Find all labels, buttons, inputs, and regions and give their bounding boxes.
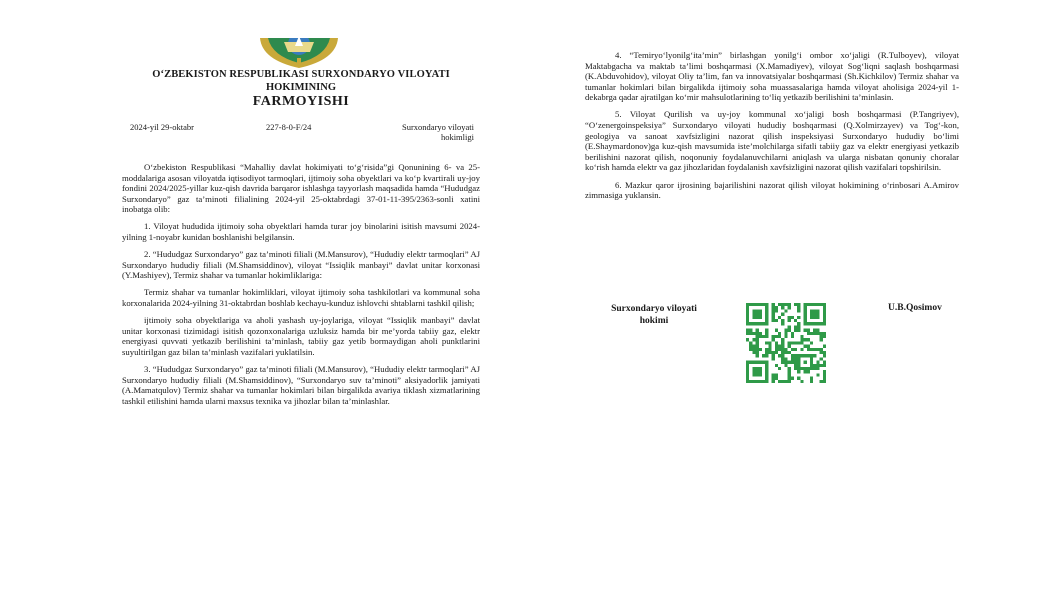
- clause-2-item-b: ijtimoiy soha obyektlariga va aholi yashash uy-joylariga, viloyat “Issiqlik manbayi” davlat unitar korxonasi tizimidagi isitish qozonxonalariga uzluksiz hamda bir me’yorda tabiiy gaz, elektr energiyasi quvvati yetkazib berilishini ta’minlash, tabiiy gaz yetib bormaydigan aholi punktlarini suyultirilgan gaz bilan ta’minlash vazifalari yuklatilsin.: [122, 315, 480, 357]
- clause-2-paragraph: 2. “Hududgaz Surxondaryo” gaz ta’minoti filiali (M.Mansurov), “Hududiy elektr tarmoqlari” AJ Surxondaryo hududiy filiali (M.Shamsiddinov), viloyat “Issiqlik manbayi” davlat unitar korxonasi (Y.Mashiyev), Termiz shahar va tumanlar hokimliklariga:: [122, 249, 480, 281]
- signatory-title: [598, 303, 710, 327]
- state-emblem-icon: [258, 38, 340, 68]
- issuer-line-1: Surxondaryo viloyati: [401, 122, 474, 132]
- document-date: 2024-yil 29-oktabr: [130, 122, 194, 132]
- clause-3-paragraph: 3. “Hududgaz Surxondaryo” gaz ta’minoti filiali (M.Mansurov), “Hududiy elektr tarmoqlari” AJ Surxondaryo hududiy filiali (M.Shamsiddinov), “Surxondaryo suv ta’minoti” aksiyadorlik jamiyati (A.Mamatqulov) Termiz shahar va tumanlar hokimlari bilan birgalikda avariya tiklash xizmatlarining tashkil etilishini hamda ularni maxsus texnika va jihozlar bilan ta’minlashlar.: [122, 364, 480, 406]
- signatory-title-line-1: Surxondaryo viloyati: [611, 304, 697, 314]
- issuer-line-2: hokimligi: [440, 132, 474, 142]
- clause-1-paragraph: 1. Viloyat hududida ijtimoiy soha obyektlari hamda turar joy binolarini isitish mavsumi 2024-yilning 1-noyabr kunidan boshlanishi belgilansin.: [122, 221, 480, 243]
- clause-5-paragraph: 5. Viloyat Qurilish va uy-joy kommunal xo‘jaligi bosh boshqarmasi (P.Tangriyev), “O‘zenergoinspeksiya” Surxondaryo viloyati hududiy boshqarmasi (Q.Xolmirzayev) va Tog‘-kon, geologiya va sanoat xavfsizligini nazorat qilish inspeksiyasi Surxondaryo hududiy bo‘limi (E.Shaymardonov)ga kuz-qish mavsumida iste’molchilarga sifatli tabiiy gaz va elektr energiyasi yetkazib berilishini nazorat qilish, noqonuniy foydalanuvchilarni aniqlash va ularga nisbatan qonuniy choralar ko‘rish hamda elektr va gaz jihozlaridan foydalanish xavfsizligini nazorat qilish vazifalari topshirilsin.: [585, 109, 959, 173]
- document-number: 227-8-0-F/24: [266, 122, 312, 132]
- header-document-type: FARMOYISHI: [252, 94, 350, 109]
- document-issuer: [402, 122, 474, 142]
- preamble-paragraph: O‘zbekiston Respublikasi “Mahalliy davlat hokimiyati to‘g‘risida”gi Qonunining 6- va 25-moddalariga asosan viloyatda iqtisodiyot tarmoqlari, ijtimoiy soha obyektlari va ko‘p kvartirali uy-joy fondini 2024/2025-yillar kuz-qish davrida barqaror ishlashga tayyorlash maqsadida hamda “Hududgaz Surxondaryo” gaz ta’minoti filialining 2024-yil 25-oktabrdagi 37-01-11-395/2363-sonli xatini inobatga olib:: [122, 162, 480, 215]
- left-body: [122, 162, 480, 413]
- clause-2-item-a: Termiz shahar va tumanlar hokimliklari, viloyat ijtimoiy soha tashkilotlari va kommunal soha korxonalarida 2024-yilning 31-oktabrdan boshlab kechayu-kunduz ishlovchi shtablarni tashkil qilish;: [122, 287, 480, 309]
- signatory-title-line-2: hokimi: [639, 316, 669, 326]
- header-hokim-line: HOKIMINING: [265, 82, 336, 93]
- right-body: [585, 50, 959, 207]
- decree-page-left: [122, 38, 480, 538]
- qr-code-icon[interactable]: [746, 303, 826, 383]
- signatory-name: U.B.Qosimov: [888, 303, 942, 313]
- header-country-line: O‘ZBEKISTON RESPUBLIKASI SURXONDARYO VILOYATI: [152, 69, 450, 80]
- clause-6-paragraph: 6. Mazkur qaror ijrosining bajarilishini nazorat qilish viloyat hokimining o‘rinbosari A.Amirov zimmasiga yuklansin.: [585, 179, 959, 201]
- clause-4-paragraph: 4. “Temiryo‘lyonilg‘ita’min” birlashgan yonilg‘i ombor xo‘jaligi (R.Tulboyev), viloyat Maktabgacha va maktab ta’limi boshqarmasi (X.Mamadiyev), viloyat Sog‘liqni saqlash boshqarmasi (K.Abduvohidov), viloyat Oliy ta’lim, fan va innovatsiyalar boshqarmasi (Sh.Kichkilov) Termiz shahar va tumanlar hokimlari bilan birgalikda ijtimoiy soha muassasalariga hamda viloyat aholisiga 2024-yil 1-dekabrga qadar ajratilgan ko‘mir mahsulotlarining to‘liq yetkazib berilishini ta’minlasin.: [585, 50, 959, 103]
